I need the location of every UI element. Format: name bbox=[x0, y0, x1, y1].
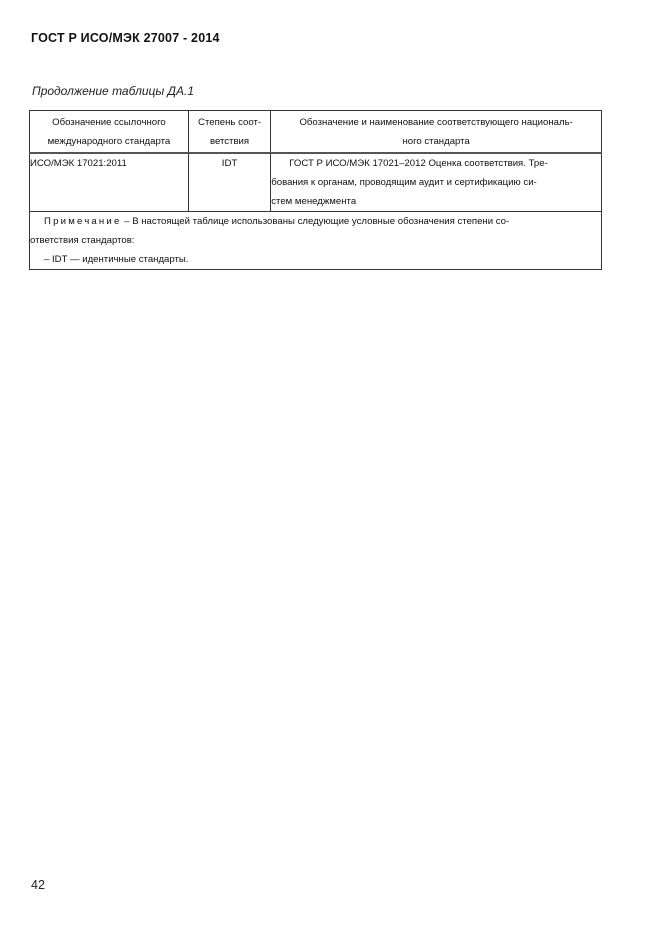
standards-table bbox=[29, 110, 602, 270]
cell-ref-standard: ИСО/МЭК 17021:2011 bbox=[30, 153, 189, 212]
header-ref-line-2: международного стандарта bbox=[47, 136, 171, 147]
header-degree-line-2: ветствия bbox=[209, 136, 250, 147]
national-line-2: бования к органам, проводящим аудит и сертификацию си- bbox=[271, 177, 537, 188]
table-note-row bbox=[30, 212, 602, 270]
table-row bbox=[30, 153, 602, 212]
table-caption: Продолжение таблицы ДА.1 bbox=[32, 84, 195, 98]
note-line-2: ответствия стандартов: bbox=[30, 235, 135, 246]
header-ref-line-1: Обозначение ссылочного bbox=[52, 117, 166, 128]
document-header: ГОСТ Р ИСО/МЭК 27007 - 2014 bbox=[31, 31, 220, 45]
note-label: Примечание bbox=[44, 216, 122, 227]
national-line-1: ГОСТ Р ИСО/МЭК 17021–2012 Оценка соответствия. Тре- bbox=[289, 158, 548, 169]
cell-degree: IDT bbox=[188, 153, 270, 212]
note-line-3: – IDT — идентичные стандарты. bbox=[44, 254, 189, 265]
table-note bbox=[30, 212, 602, 270]
note-text-1: – В настоящей таблице использованы следующие условные обозначения степени со- bbox=[121, 216, 510, 227]
header-degree-line-1: Степень соот- bbox=[198, 117, 262, 128]
header-ref-standard bbox=[30, 111, 189, 154]
cell-national-standard bbox=[271, 153, 602, 212]
table-header-row bbox=[30, 111, 602, 154]
national-line-3: стем менеджмента bbox=[271, 196, 357, 207]
header-degree bbox=[188, 111, 270, 154]
header-national-line-1: Обозначение и наименование соответствующего националь- bbox=[299, 117, 573, 128]
header-national-standard bbox=[271, 111, 602, 154]
note-line-1 bbox=[30, 212, 601, 231]
header-national-line-2: ного стандарта bbox=[402, 136, 470, 147]
page-number: 42 bbox=[31, 878, 45, 892]
